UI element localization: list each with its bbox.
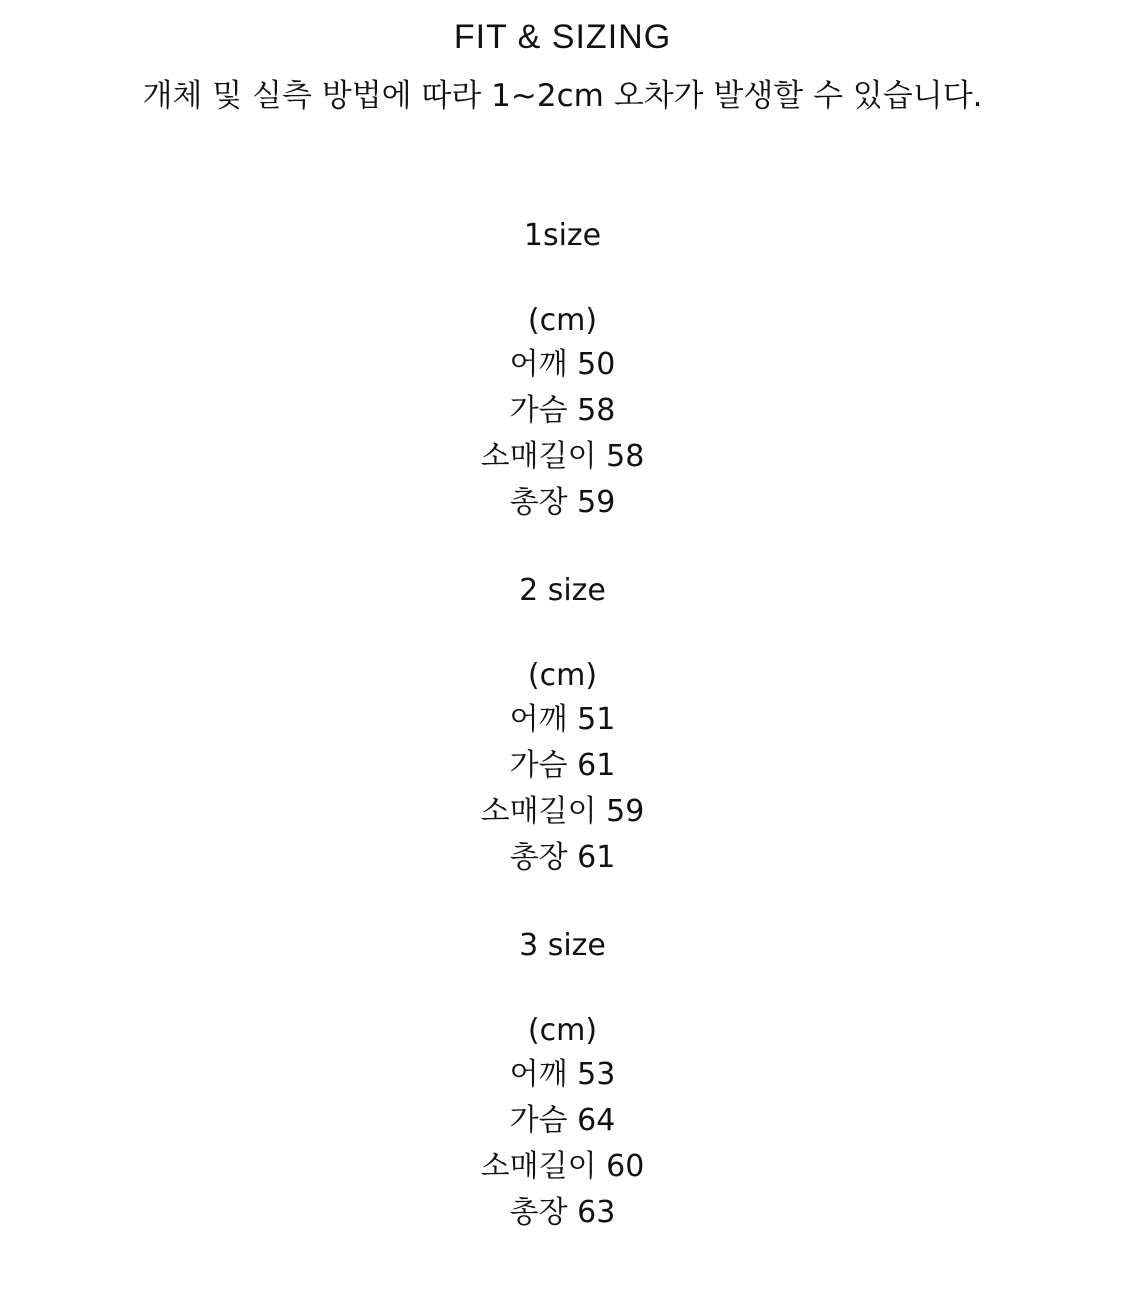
measure-length: 총장 63 [509, 1195, 616, 1230]
size-label: 3 size [519, 928, 606, 963]
page-title: FIT & SIZING [453, 18, 672, 56]
measure-length: 총장 61 [509, 840, 616, 875]
unit-label: (cm) [527, 658, 598, 693]
measurement-notice: 개체 및 실측 방법에 따라 1~2cm 오차가 발생할 수 있습니다. [142, 78, 983, 114]
size-2-section [0, 569, 1125, 613]
measure-shoulder: 어깨 53 [509, 1057, 616, 1092]
unit-label: (cm) [527, 1013, 598, 1048]
measure-chest: 가슴 64 [509, 1103, 616, 1138]
size-label: 1size [523, 218, 602, 253]
measure-length: 총장 59 [509, 485, 616, 520]
measure-chest: 가슴 61 [509, 748, 616, 783]
size-label: 2 size [519, 573, 606, 608]
measure-sleeve: 소매길이 58 [480, 439, 645, 474]
measure-sleeve: 소매길이 60 [480, 1149, 645, 1184]
measure-chest: 가슴 58 [509, 393, 616, 428]
size-3-section [0, 924, 1125, 968]
measure-shoulder: 어깨 51 [509, 702, 616, 737]
size-2-measurements [0, 655, 1125, 881]
size-1-section [0, 214, 1125, 258]
measure-sleeve: 소매길이 59 [480, 794, 645, 829]
size-3-measurements [0, 1010, 1125, 1236]
measure-shoulder: 어깨 50 [509, 347, 616, 382]
unit-label: (cm) [527, 303, 598, 338]
size-1-measurements [0, 300, 1125, 526]
